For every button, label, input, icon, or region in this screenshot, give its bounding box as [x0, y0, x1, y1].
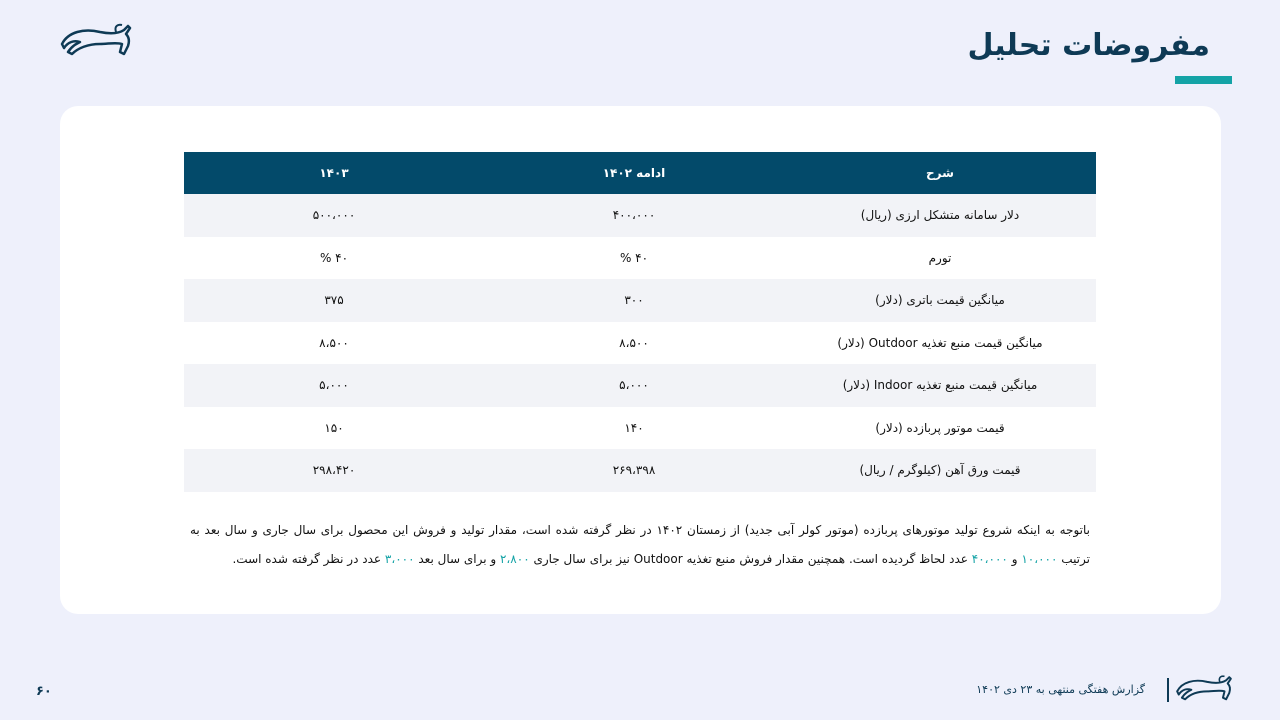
- header-desc: شرح: [784, 152, 1096, 194]
- note-value: ۴۰،۰۰۰: [971, 552, 1008, 566]
- row-1402: ۵،۰۰۰: [484, 364, 784, 407]
- row-desc: تورم: [784, 237, 1096, 280]
- row-desc: قیمت ورق آهن (کیلوگرم / ریال): [784, 449, 1096, 492]
- row-desc: میانگین قیمت منبع تغذیه Indoor (دلار): [784, 364, 1096, 407]
- row-1402: ۴۰ %: [484, 237, 784, 280]
- table-header-row: [184, 152, 1096, 194]
- page-title: مفروضات تحلیل: [967, 28, 1210, 63]
- table-row: [184, 237, 1096, 280]
- assumptions-table: [184, 152, 1096, 492]
- row-1402: ۳۰۰: [484, 279, 784, 322]
- note-text: عدد در نظر گرفته شده است.: [232, 552, 382, 566]
- row-1403: ۴۰ %: [184, 237, 484, 280]
- row-1403: ۵،۰۰۰: [184, 364, 484, 407]
- note-text: عدد لحاظ گردیده است. همچنین مقدار فروش منبع تغذیه Outdoor نیز برای سال جاری: [533, 552, 968, 566]
- row-desc: میانگین قیمت باتری (دلار): [784, 279, 1096, 322]
- row-1402: ۲۶۹،۳۹۸: [484, 449, 784, 492]
- table-row: [184, 322, 1096, 365]
- page-number: ۶۰: [36, 684, 52, 699]
- row-1403: ۸،۵۰۰: [184, 322, 484, 365]
- note-text: باتوجه به اینکه شروع تولید موتورهای پربازده (موتور کولر آبی جدید) از زمستان ۱۴۰۲ در نظر گرفته شده است، مقدار تولید و فروش این محصول برای سال جاری و سال بعد به ترتیب: [190, 523, 1091, 566]
- table-row: [184, 407, 1096, 450]
- row-desc: میانگین قیمت منبع تغذیه Outdoor (دلار): [784, 322, 1096, 365]
- bull-logo-icon: [1174, 674, 1234, 704]
- row-1402: ۱۴۰: [484, 407, 784, 450]
- note-text: و برای سال بعد: [418, 552, 497, 566]
- note-value: ۳،۰۰۰: [384, 552, 415, 566]
- table-row: [184, 194, 1096, 237]
- row-1402: ۸،۵۰۰: [484, 322, 784, 365]
- row-1402: ۴۰۰،۰۰۰: [484, 194, 784, 237]
- explanatory-note: [190, 516, 1090, 574]
- note-value: ۱۰،۰۰۰: [1021, 552, 1058, 566]
- table-row: [184, 279, 1096, 322]
- row-1403: ۵۰۰،۰۰۰: [184, 194, 484, 237]
- footer-report-text: گزارش هفتگی منتهی به ۲۳ دی ۱۴۰۲: [976, 683, 1145, 696]
- row-1403: ۲۹۸،۴۲۰: [184, 449, 484, 492]
- footer-divider: [1167, 678, 1169, 702]
- row-1403: ۳۷۵: [184, 279, 484, 322]
- header-1402: ادامه ۱۴۰۲: [484, 152, 784, 194]
- title-underline: [1175, 76, 1232, 84]
- row-desc: قیمت موتور پربازده (دلار): [784, 407, 1096, 450]
- row-desc: دلار سامانه متشکل ارزی (ریال): [784, 194, 1096, 237]
- note-value: ۲،۸۰۰: [499, 552, 530, 566]
- row-1403: ۱۵۰: [184, 407, 484, 450]
- content-card: [60, 106, 1221, 614]
- table-row: [184, 364, 1096, 407]
- header-1403: ۱۴۰۳: [184, 152, 484, 194]
- bull-logo-icon: [58, 22, 134, 60]
- table-row: [184, 449, 1096, 492]
- note-text: و: [1011, 552, 1018, 566]
